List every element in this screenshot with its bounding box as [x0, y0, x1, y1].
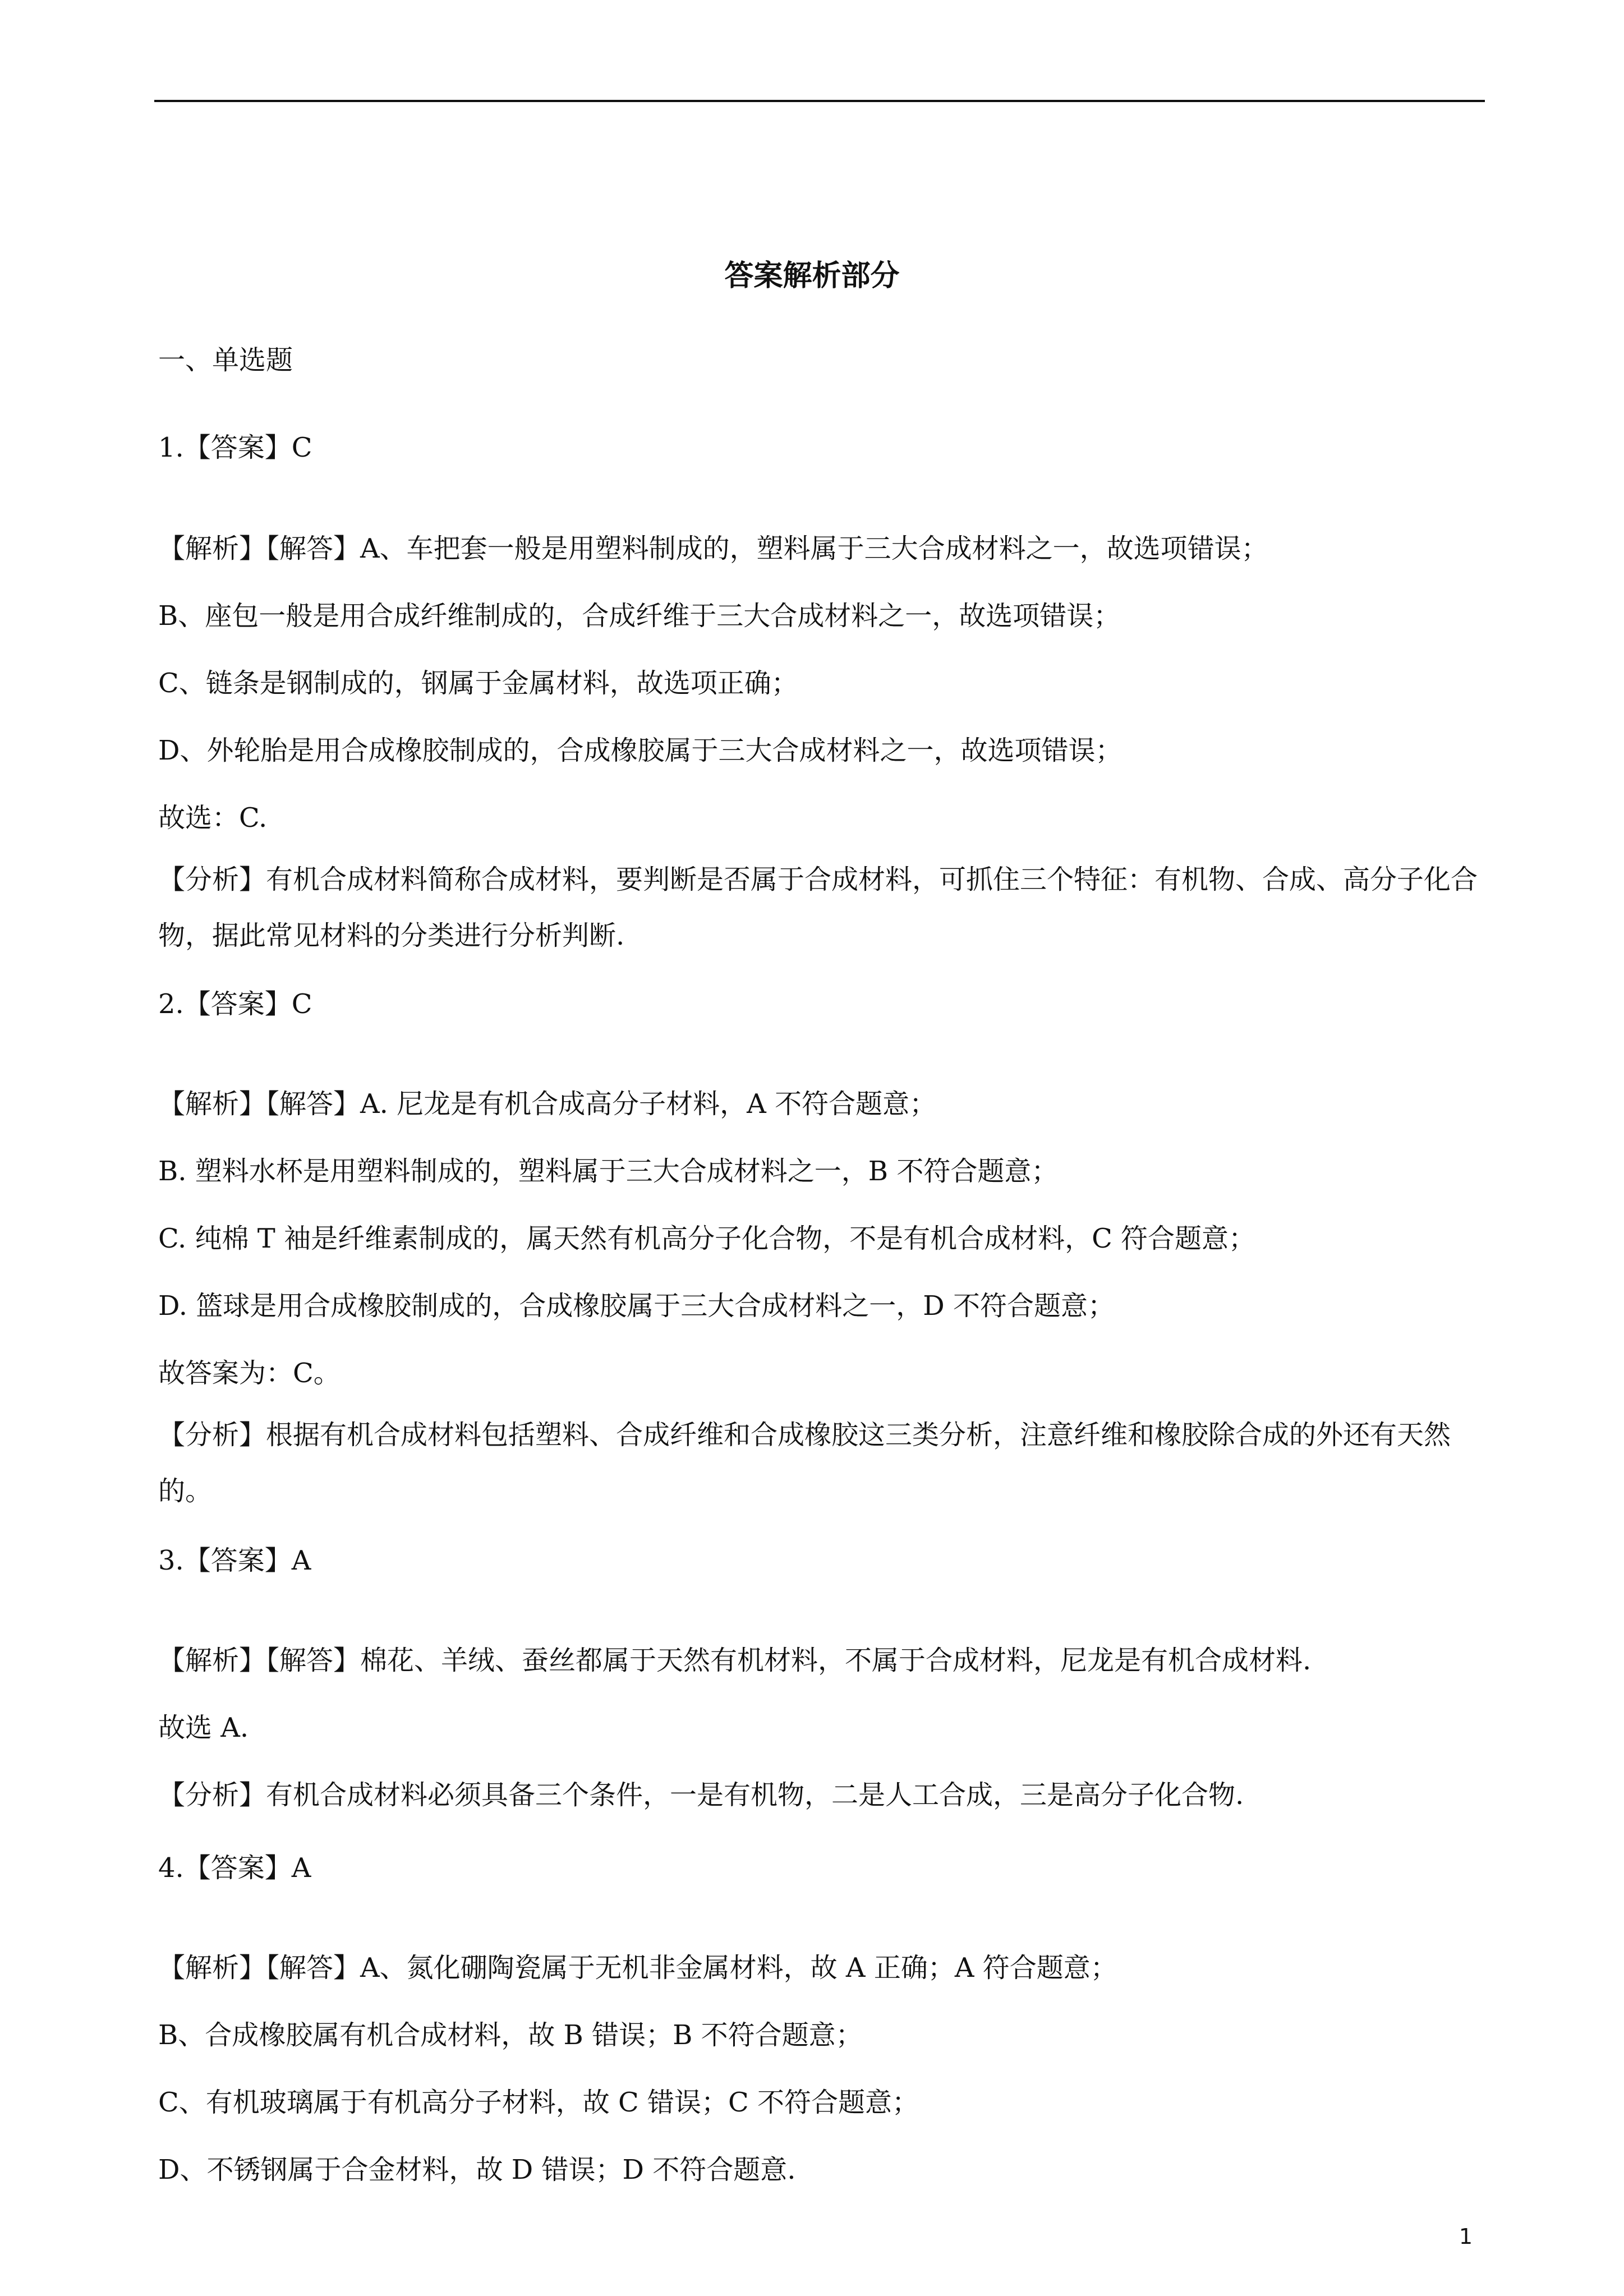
q1-line: B、座包一般是用合成纤维制成的，合成纤维于三大合成材料之一，故选项错误； [158, 600, 1121, 632]
q1-line: C、链条是钢制成的，钢属于金属材料，故选项正确； [158, 668, 798, 699]
q4-explanation [158, 1934, 1488, 2203]
q1-explanation [158, 515, 1488, 964]
q3-answer: 3.【答案】A [158, 1545, 311, 1576]
q3-line: 故选 A. [158, 1712, 249, 1743]
q2-line: D. 篮球是用合成橡胶制成的，合成橡胶属于三大合成材料之一，D 不符合题意； [158, 1290, 1115, 1322]
q4-answer: 4.【答案】A [158, 1852, 311, 1884]
q4-line: C、有机玻璃属于有机高分子材料，故 C 错误；C 不符合题意； [158, 2087, 919, 2118]
page-number: 1 [1459, 2224, 1473, 2249]
q1-line: D、外轮胎是用合成橡胶制成的，合成橡胶属于三大合成材料之一，故选项错误； [158, 735, 1122, 766]
q2-explanation [158, 1070, 1488, 1519]
q1-answer: 1.【答案】C [158, 432, 312, 463]
q1-line: 【解析】【解答】A、车把套一般是用塑料制成的，塑料属于三大合成材料之一，故选项错误； [158, 533, 1268, 564]
section-heading: 一、单选题 [158, 344, 293, 376]
header-rule [154, 100, 1485, 102]
q2-line: 故答案为：C。 [158, 1358, 341, 1389]
q2-answer: 2.【答案】C [158, 988, 312, 1020]
page-title: 答案解析部分 [724, 259, 900, 293]
q3-explanation [158, 1627, 1488, 1829]
q2-line: B. 塑料水杯是用塑料制成的，塑料属于三大合成材料之一，B 不符合题意； [158, 1156, 1059, 1187]
q2-analysis: 【分析】根据有机合成材料包括塑料、合成纤维和合成橡胶这三类分析，注意纤维和橡胶除合成的外还有天然的。 [158, 1419, 1451, 1507]
q2-line: 【解析】【解答】A. 尼龙是有机合成高分子材料，A 不符合题意； [158, 1088, 937, 1120]
q2-line: C. 纯棉 T 袖是纤维素制成的，属天然有机高分子化合物，不是有机合成材料，C 符合题意； [158, 1223, 1256, 1254]
q1-line: 故选：C. [158, 802, 268, 834]
q4-line: B、合成橡胶属有机合成材料，故 B 错误；B 不符合题意； [158, 2019, 863, 2051]
q3-analysis: 【分析】有机合成材料必须具备三个条件，一是有机物，二是人工合成，三是高分子化合物. [158, 1779, 1244, 1811]
q1-analysis: 【分析】有机合成材料简称合成材料，要判断是否属于合成材料，可抓住三个特征：有机物、合成、高分子化合物，据此常见材料的分类进行分析判断. [158, 864, 1478, 951]
q4-line: 【解析】【解答】A、氮化硼陶瓷属于无机非金属材料，故 A 正确；A 符合题意； [158, 1952, 1117, 1984]
q3-line: 【解析】【解答】棉花、羊绒、蚕丝都属于天然有机材料，不属于合成材料，尼龙是有机合成材料. [158, 1645, 1312, 1676]
q4-line: D、不锈钢属于合金材料，故 D 错误；D 不符合题意. [158, 2154, 796, 2185]
